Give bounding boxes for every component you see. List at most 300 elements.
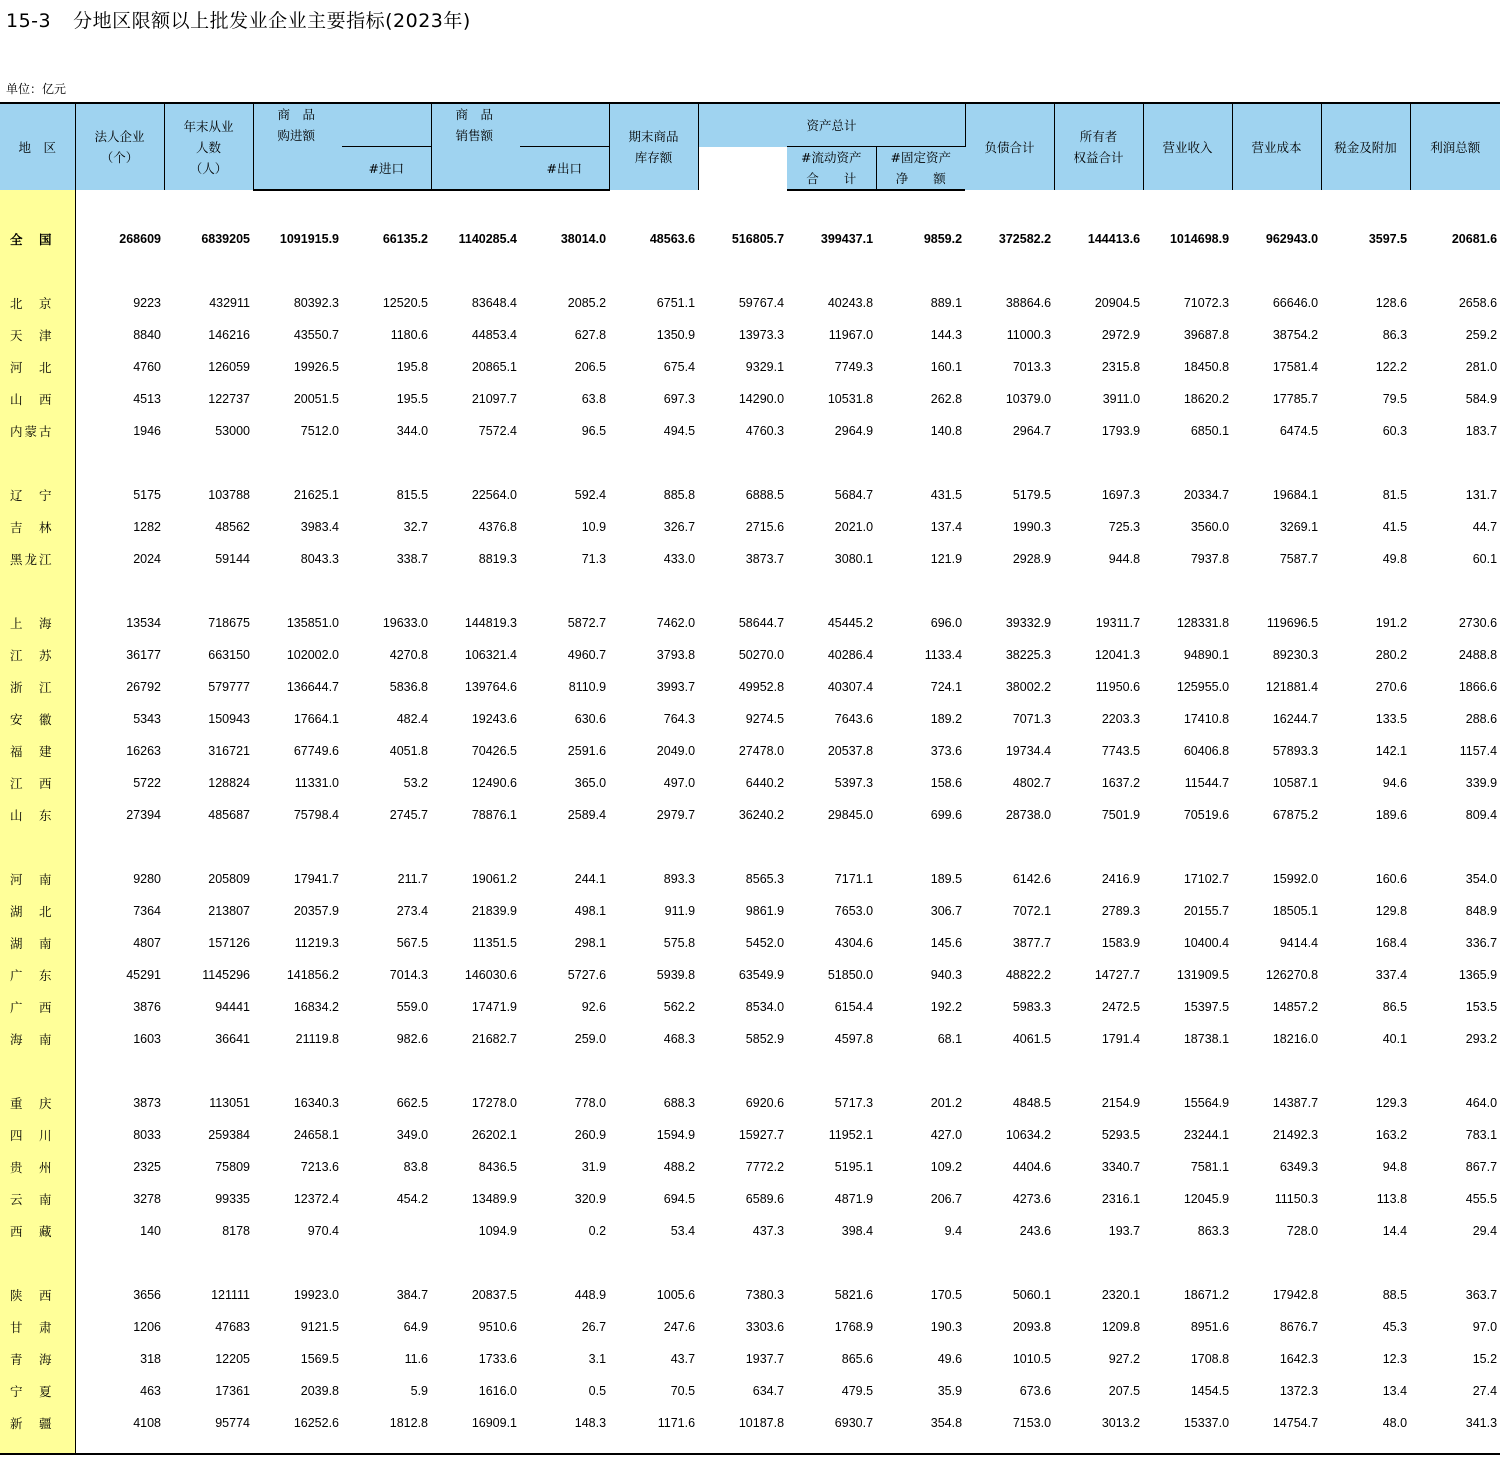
table-row xyxy=(0,1279,1500,1311)
table-cell: 12372.4 xyxy=(293,1192,339,1206)
table-cell: 8840 xyxy=(133,328,161,342)
table-cell: 6142.6 xyxy=(1012,872,1052,886)
table-cell: 20155.7 xyxy=(1183,904,1230,918)
table-cell: 809.4 xyxy=(1465,808,1498,822)
table-cell: 103788 xyxy=(208,488,250,502)
table-cell: 94.8 xyxy=(1382,1160,1408,1174)
table-cell: 7937.8 xyxy=(1190,552,1230,566)
table-cell: 43550.7 xyxy=(293,328,339,342)
table-row xyxy=(0,1151,1500,1183)
table-cell: 1603 xyxy=(133,1032,161,1046)
table-cell: 6751.1 xyxy=(656,296,696,310)
table-cell: 927.2 xyxy=(1108,1352,1141,1366)
table-cell: 131.7 xyxy=(1465,488,1498,502)
table-cell: 4061.5 xyxy=(1012,1032,1052,1046)
table-cell: 8819.3 xyxy=(478,552,518,566)
table-cell: 66135.2 xyxy=(382,232,429,246)
table-cell: 354.0 xyxy=(1465,872,1498,886)
table-cell: 1133.4 xyxy=(924,648,963,662)
table-row xyxy=(0,767,1500,799)
table-cell: 3597.5 xyxy=(1368,231,1408,246)
table-cell: 688.3 xyxy=(663,1096,696,1110)
table-row xyxy=(0,351,1500,383)
table-cell: 2589.4 xyxy=(567,808,607,822)
table-cell: 17785.7 xyxy=(1272,392,1319,406)
table-row xyxy=(0,991,1500,1023)
region-name: 河 北 xyxy=(0,351,75,383)
table-cell: 22564.0 xyxy=(471,488,518,502)
table-cell: 137.4 xyxy=(930,520,963,534)
table-cell: 19684.1 xyxy=(1272,488,1319,502)
table-cell: 1145296 xyxy=(202,968,250,982)
table-cell: 268609 xyxy=(119,231,161,246)
table-cell: 39687.8 xyxy=(1183,328,1230,342)
table-cell: 67749.6 xyxy=(293,744,339,758)
table-cell: 2154.9 xyxy=(1101,1096,1141,1110)
table-cell: 11150.3 xyxy=(1274,1192,1319,1206)
table-cell: 81.5 xyxy=(1382,488,1408,502)
table-cell: 372582.2 xyxy=(998,231,1052,246)
table-cell: 9859.2 xyxy=(923,232,963,246)
table-cell: 7153.0 xyxy=(1012,1416,1052,1430)
table-cell: 19734.4 xyxy=(1005,744,1052,758)
table-cell: 44853.4 xyxy=(471,328,518,342)
table-cell: 131909.5 xyxy=(1176,968,1230,982)
table-cell: 9329.1 xyxy=(745,360,785,374)
table-cell: 1866.6 xyxy=(1458,680,1498,694)
table-cell: 1946 xyxy=(133,424,161,438)
header-fixed-assets: #固定资产 净 额 xyxy=(876,147,965,191)
table-number: 15-3 xyxy=(6,10,52,32)
table-cell: 20837.5 xyxy=(471,1288,518,1302)
table-cell: 718675 xyxy=(208,616,250,630)
table-cell: 6888.5 xyxy=(745,488,785,502)
table-cell: 675.4 xyxy=(663,360,696,374)
table-cell: 2093.8 xyxy=(1012,1320,1052,1334)
table-cell: 694.5 xyxy=(663,1192,696,1206)
table-cell: 764.3 xyxy=(663,712,696,726)
table-cell: 126059 xyxy=(208,360,250,374)
table-cell: 6154.4 xyxy=(834,1000,874,1014)
table-cell: 482.4 xyxy=(396,712,429,726)
table-cell: 562.2 xyxy=(663,1000,696,1014)
table-cell: 38225.3 xyxy=(1005,648,1052,662)
table-cell: 68.1 xyxy=(937,1032,963,1046)
table-cell: 260.9 xyxy=(574,1128,607,1142)
table-cell: 1372.3 xyxy=(1279,1384,1319,1398)
header-equity: 所有者 权益合计 xyxy=(1054,103,1143,190)
table-cell: 696.0 xyxy=(930,616,963,630)
table-cell: 24658.1 xyxy=(293,1128,339,1142)
table-cell xyxy=(342,1215,431,1247)
table-cell: 19061.2 xyxy=(471,872,518,886)
table-row xyxy=(0,799,1500,831)
table-cell: 36177 xyxy=(126,648,161,662)
table-cell: 1616.0 xyxy=(478,1384,518,1398)
table-cell: 18671.2 xyxy=(1183,1288,1230,1302)
table-cell: 7462.0 xyxy=(656,616,696,630)
table-cell: 168.4 xyxy=(1375,936,1408,950)
table-cell: 431.5 xyxy=(930,488,963,502)
table-cell: 129.3 xyxy=(1375,1096,1408,1110)
table-cell: 940.3 xyxy=(930,968,963,982)
region-name: 福 建 xyxy=(0,735,75,767)
table-cell: 11000.3 xyxy=(1006,328,1052,342)
table-cell: 40286.4 xyxy=(827,648,874,662)
table-cell: 160.6 xyxy=(1375,872,1408,886)
table-cell: 17664.1 xyxy=(293,712,339,726)
table-cell: 158.6 xyxy=(930,776,963,790)
table-cell: 455.5 xyxy=(1465,1192,1498,1206)
table-cell: 5684.7 xyxy=(834,488,874,502)
table-cell: 19633.0 xyxy=(382,616,429,630)
table-cell: 699.6 xyxy=(930,808,963,822)
table-cell: 341.3 xyxy=(1465,1416,1498,1430)
table-cell: 559.0 xyxy=(396,1000,429,1014)
table-cell: 12490.6 xyxy=(471,776,518,790)
table-cell: 2715.6 xyxy=(745,520,785,534)
table-cell: 53.4 xyxy=(670,1224,696,1238)
table-cell: 40307.4 xyxy=(827,680,874,694)
table-cell: 190.3 xyxy=(930,1320,963,1334)
table-cell: 6589.6 xyxy=(745,1192,785,1206)
table-cell: 448.9 xyxy=(574,1288,607,1302)
table-cell: 10634.2 xyxy=(1005,1128,1052,1142)
region-name: 天 津 xyxy=(0,319,75,351)
table-cell: 7014.3 xyxy=(389,968,429,982)
table-cell: 38002.2 xyxy=(1005,680,1052,694)
table-cell: 27478.0 xyxy=(738,744,785,758)
table-cell: 6839205 xyxy=(201,231,250,246)
table-row xyxy=(0,543,1500,575)
table-cell: 9121.5 xyxy=(300,1320,339,1334)
table-cell: 170.5 xyxy=(930,1288,963,1302)
table-cell: 195.8 xyxy=(396,360,429,374)
table-cell: 1583.9 xyxy=(1101,936,1141,950)
table-cell: 293.2 xyxy=(1465,1032,1498,1046)
table-cell: 634.7 xyxy=(752,1384,785,1398)
table-cell: 5852.9 xyxy=(745,1032,785,1046)
table-cell: 630.6 xyxy=(574,712,607,726)
table-cell: 148.3 xyxy=(574,1416,607,1430)
table-cell: 11.6 xyxy=(404,1352,429,1366)
table-row xyxy=(0,1215,1500,1247)
table-cell: 8534.0 xyxy=(745,1000,785,1014)
region-name: 江 西 xyxy=(0,767,75,799)
table-cell: 11544.7 xyxy=(1184,776,1230,790)
table-cell: 67875.2 xyxy=(1272,808,1319,822)
table-cell: 1812.8 xyxy=(389,1416,429,1430)
table-cell: 516805.7 xyxy=(731,231,785,246)
region-name: 辽 宁 xyxy=(0,479,75,511)
table-cell: 9.4 xyxy=(944,1224,963,1238)
table-cell: 95774 xyxy=(215,1416,250,1430)
table-cell: 189.6 xyxy=(1375,808,1408,822)
table-cell: 60.3 xyxy=(1382,424,1408,438)
table-cell: 3911.0 xyxy=(1102,392,1141,406)
table-cell: 4597.8 xyxy=(834,1032,874,1046)
table-cell: 5060.1 xyxy=(1012,1288,1052,1302)
header-sales: 商 品 销售额 xyxy=(431,103,609,147)
table-cell: 2021.0 xyxy=(834,520,874,534)
table-cell: 20537.8 xyxy=(827,744,874,758)
table-cell: 16252.6 xyxy=(293,1416,339,1430)
table-cell: 70426.5 xyxy=(471,744,518,758)
table-cell: 7581.1 xyxy=(1190,1160,1230,1174)
table-cell: 13973.3 xyxy=(738,328,785,342)
table-cell: 494.5 xyxy=(663,424,696,438)
table-cell: 126270.8 xyxy=(1265,968,1319,982)
table-cell: 1010.5 xyxy=(1012,1352,1052,1366)
table-cell: 21839.9 xyxy=(471,904,518,918)
table-cell: 1157.4 xyxy=(1459,744,1498,758)
table-cell: 20357.9 xyxy=(293,904,339,918)
table-cell: 140.8 xyxy=(930,424,963,438)
table-row xyxy=(0,703,1500,735)
table-cell: 142.1 xyxy=(1375,744,1408,758)
table-cell: 139764.6 xyxy=(464,680,518,694)
table-cell: 262.8 xyxy=(930,392,963,406)
table-cell: 23244.1 xyxy=(1183,1128,1230,1142)
table-cell: 1454.5 xyxy=(1190,1384,1230,1398)
table-cell: 2488.8 xyxy=(1458,648,1498,662)
table-cell: 365.0 xyxy=(574,776,607,790)
table-cell: 157126 xyxy=(208,936,250,950)
table-cell: 3303.6 xyxy=(745,1320,785,1334)
table-cell: 17278.0 xyxy=(471,1096,518,1110)
region-name: 内蒙古 xyxy=(0,415,75,447)
table-cell: 5293.5 xyxy=(1101,1128,1141,1142)
table-cell: 146030.6 xyxy=(464,968,518,982)
table-cell: 7071.3 xyxy=(1012,712,1052,726)
header-purchases: 商 品 购进额 xyxy=(253,103,431,147)
table-cell: 320.9 xyxy=(574,1192,607,1206)
table-cell: 488.2 xyxy=(663,1160,696,1174)
table-cell: 12205 xyxy=(215,1352,250,1366)
table-cell: 270.6 xyxy=(1375,680,1408,694)
table-cell: 454.2 xyxy=(396,1192,429,1206)
table-cell: 94441 xyxy=(215,1000,250,1014)
table-cell: 464.0 xyxy=(1465,1096,1498,1110)
table-cell: 2320.1 xyxy=(1101,1288,1141,1302)
table-cell: 2315.8 xyxy=(1101,360,1141,374)
table-cell: 15337.0 xyxy=(1183,1416,1230,1430)
table-cell: 373.6 xyxy=(930,744,963,758)
table-row xyxy=(0,287,1500,319)
region-name: 海 南 xyxy=(0,1023,75,1055)
table-cell: 2416.9 xyxy=(1101,872,1141,886)
table-cell: 38754.2 xyxy=(1272,328,1319,342)
table-cell: 3793.8 xyxy=(656,648,696,662)
table-cell: 363.7 xyxy=(1465,1288,1498,1302)
table-cell: 3877.7 xyxy=(1012,936,1052,950)
region-name: 湖 南 xyxy=(0,927,75,959)
table-cell: 14290.0 xyxy=(738,392,785,406)
table-cell: 1594.9 xyxy=(656,1128,696,1142)
table-cell: 432911 xyxy=(209,296,250,310)
table-cell: 2203.3 xyxy=(1101,712,1141,726)
table-cell: 8565.3 xyxy=(745,872,785,886)
table-cell: 192.2 xyxy=(930,1000,963,1014)
spacer-row xyxy=(0,1247,1500,1279)
table-row xyxy=(0,190,1500,287)
table-cell: 4960.7 xyxy=(567,648,607,662)
table-cell: 79.5 xyxy=(1382,392,1408,406)
table-cell: 20681.6 xyxy=(1451,231,1498,246)
table-cell: 75809 xyxy=(215,1160,250,1174)
table-cell: 1697.3 xyxy=(1101,488,1141,502)
table-cell: 815.5 xyxy=(396,488,429,502)
table-cell: 60406.8 xyxy=(1183,744,1230,758)
table-cell: 26.7 xyxy=(581,1320,607,1334)
region-name: 重 庆 xyxy=(0,1087,75,1119)
table-cell: 697.3 xyxy=(663,392,696,406)
table-cell: 7512.0 xyxy=(300,424,339,438)
table-row xyxy=(0,1407,1500,1439)
table-cell: 86.5 xyxy=(1382,1000,1408,1014)
table-cell: 1637.2 xyxy=(1101,776,1141,790)
table-row xyxy=(0,479,1500,511)
table-cell: 17102.7 xyxy=(1183,872,1230,886)
table-cell: 298.1 xyxy=(574,936,607,950)
header-inventory: 期末商品 库存额 xyxy=(609,103,698,190)
table-cell: 7501.9 xyxy=(1101,808,1141,822)
table-cell: 20051.5 xyxy=(293,392,339,406)
table-cell: 2964.9 xyxy=(834,424,874,438)
table-cell: 281.0 xyxy=(1465,360,1498,374)
table-row xyxy=(0,607,1500,639)
table-cell: 1365.9 xyxy=(1458,968,1498,982)
header-liabilities: 负债合计 xyxy=(965,103,1054,190)
table-cell: 195.5 xyxy=(396,392,429,406)
table-cell: 14387.7 xyxy=(1272,1096,1319,1110)
table-cell: 1937.7 xyxy=(745,1352,785,1366)
table-cell: 153.5 xyxy=(1465,1000,1498,1014)
table-cell: 94.6 xyxy=(1382,776,1408,790)
table-cell: 336.7 xyxy=(1465,936,1498,950)
table-cell: 4513 xyxy=(133,392,161,406)
table-cell: 5939.8 xyxy=(656,968,696,982)
table-cell: 15992.0 xyxy=(1272,872,1319,886)
table-cell: 485687 xyxy=(208,808,250,822)
table-cell: 141856.2 xyxy=(286,968,339,982)
table-cell: 83.8 xyxy=(403,1160,429,1174)
table-cell: 45.3 xyxy=(1382,1320,1408,1334)
region-name: 浙 江 xyxy=(0,671,75,703)
table-cell: 1350.9 xyxy=(656,328,696,342)
table-cell: 944.8 xyxy=(1108,552,1141,566)
table-cell: 5.9 xyxy=(410,1384,429,1398)
table-cell: 567.5 xyxy=(396,936,429,950)
table-cell: 6349.3 xyxy=(1279,1160,1319,1174)
table-cell: 3983.4 xyxy=(300,520,339,534)
table-cell: 59767.4 xyxy=(738,296,785,310)
table-cell: 44.7 xyxy=(1472,520,1498,534)
region-name: 陕 西 xyxy=(0,1279,75,1311)
table-cell: 38014.0 xyxy=(560,232,607,246)
table-row xyxy=(0,415,1500,447)
table-cell: 725.3 xyxy=(1108,520,1141,534)
table-cell: 129.8 xyxy=(1375,904,1408,918)
table-cell: 122737 xyxy=(208,392,250,406)
table-cell: 2745.7 xyxy=(389,808,429,822)
table-cell: 5452.0 xyxy=(745,936,785,950)
region-name: 云 南 xyxy=(0,1183,75,1215)
table-cell: 11219.3 xyxy=(294,936,339,950)
table-cell: 144413.6 xyxy=(1087,231,1141,246)
table-cell: 43.7 xyxy=(670,1352,696,1366)
table-cell: 146216 xyxy=(208,328,250,342)
table-cell: 575.8 xyxy=(663,936,696,950)
table-cell: 125955.0 xyxy=(1176,680,1230,694)
table-cell: 2979.7 xyxy=(656,808,696,822)
region-name: 江 苏 xyxy=(0,639,75,671)
region-name: 山 东 xyxy=(0,799,75,831)
table-cell: 3873.7 xyxy=(745,552,785,566)
table-cell: 7643.6 xyxy=(834,712,874,726)
table-cell: 8043.3 xyxy=(300,552,339,566)
table-cell: 5343 xyxy=(133,712,161,726)
table-cell: 80392.3 xyxy=(293,296,339,310)
table-cell: 16244.7 xyxy=(1272,712,1319,726)
table-cell: 21119.8 xyxy=(295,1032,339,1046)
table-cell: 99335 xyxy=(215,1192,250,1206)
table-cell: 14857.2 xyxy=(1272,1000,1319,1014)
table-cell: 498.1 xyxy=(574,904,607,918)
table-cell: 27.4 xyxy=(1472,1384,1498,1398)
table-cell: 433.0 xyxy=(663,552,696,566)
table-cell: 135851.0 xyxy=(286,616,339,630)
table-cell: 7749.3 xyxy=(834,360,874,374)
table-cell: 2591.6 xyxy=(567,744,607,758)
table-cell: 49.6 xyxy=(937,1352,963,1366)
table-cell: 2730.6 xyxy=(1458,616,1498,630)
table-cell: 5175 xyxy=(133,488,161,502)
table-cell: 592.4 xyxy=(574,488,607,502)
table-cell: 1005.6 xyxy=(656,1288,696,1302)
table-cell: 10379.0 xyxy=(1005,392,1052,406)
table-cell: 10531.8 xyxy=(827,392,874,406)
region-name: 湖 北 xyxy=(0,895,75,927)
table-cell: 10400.4 xyxy=(1183,936,1230,950)
table-cell: 3278 xyxy=(133,1192,161,1206)
table-cell: 31.9 xyxy=(581,1160,607,1174)
table-cell: 5821.6 xyxy=(834,1288,874,1302)
table-row xyxy=(0,1375,1500,1407)
table-cell: 35.9 xyxy=(937,1384,963,1398)
region-name: 山 西 xyxy=(0,383,75,415)
spacer-row xyxy=(0,447,1500,479)
table-cell: 3269.1 xyxy=(1279,520,1319,534)
table-cell: 14727.7 xyxy=(1094,968,1141,982)
table-cell: 11952.1 xyxy=(828,1128,874,1142)
table-cell: 3993.7 xyxy=(656,680,696,694)
table-cell: 3340.7 xyxy=(1101,1160,1141,1174)
table-title: 分地区限额以上批发业企业主要指标(2023年) xyxy=(73,10,471,32)
table-cell: 2972.9 xyxy=(1101,328,1141,342)
region-name: 青 海 xyxy=(0,1343,75,1375)
table-cell: 49952.8 xyxy=(738,680,785,694)
table-cell: 102002.0 xyxy=(286,648,339,662)
spacer-row xyxy=(0,831,1500,863)
table-cell: 2024 xyxy=(133,552,161,566)
table-cell: 94890.1 xyxy=(1183,648,1230,662)
table-cell: 5195.1 xyxy=(834,1160,874,1174)
table-cell: 201.2 xyxy=(930,1096,963,1110)
table-row xyxy=(0,1087,1500,1119)
table-cell: 398.4 xyxy=(841,1224,874,1238)
table-cell: 778.0 xyxy=(574,1096,607,1110)
